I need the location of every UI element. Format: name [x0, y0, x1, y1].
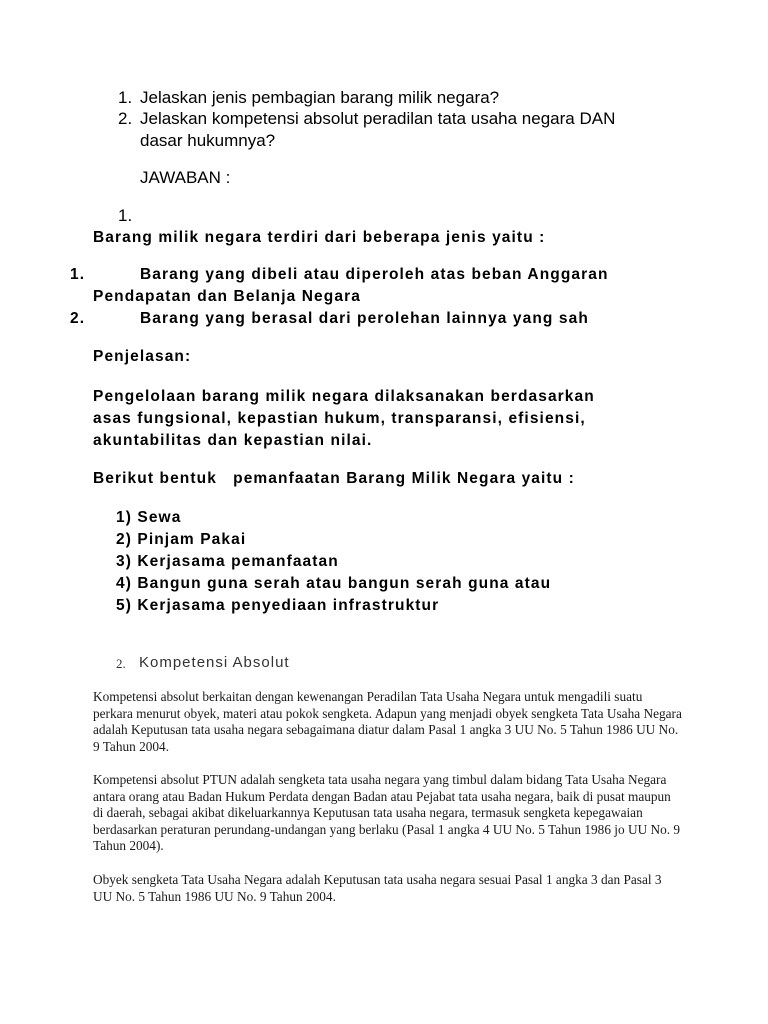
- bentuk-item-2: 2) Pinjam Pakai: [116, 531, 247, 548]
- question-2-continued: [118, 130, 678, 152]
- question-1-text: Jelaskan jenis pembagian barang milik negara?: [140, 88, 500, 107]
- question-1-number: 1.: [118, 88, 133, 107]
- bentuk-intro: Berikut bentuk pemanfaatan Barang Milik Negara yaitu :: [93, 470, 575, 487]
- section-2-number: 2.: [116, 656, 126, 671]
- question-2-text: Jelaskan kompetensi absolut peradilan tata usaha negara DAN: [140, 109, 616, 128]
- question-2: [118, 108, 678, 130]
- question-2-number: 2.: [118, 109, 133, 128]
- question-2-text-cont: dasar hukumnya?: [140, 131, 276, 150]
- paragraph-3: Obyek sengketa Tata Usaha Negara adalah Keputusan tata usaha negara sesuai Pasal 1 angka 3 dan Pasal 3 UU No. 5 Tahun 1986 UU No. 9 Tahun 2004.: [93, 872, 662, 904]
- bentuk-item-5: 5) Kerjasama penyediaan infrastruktur: [116, 597, 440, 614]
- type-2-text: Barang yang berasal dari perolehan lainnya yang sah: [140, 310, 589, 327]
- penjelasan-line-2: asas fungsional, kepastian hukum, transparansi, efisiensi,: [93, 410, 586, 427]
- answer-label: JAWABAN :: [140, 168, 231, 187]
- type-1-number: 1.: [70, 266, 86, 283]
- penjelasan-label: Penjelasan:: [93, 348, 192, 365]
- penjelasan-line-1: Pengelolaan barang milik negara dilaksanakan berdasarkan: [93, 388, 595, 405]
- type-1-text-cont: Pendapatan dan Belanja Negara: [93, 288, 361, 305]
- type-1-text: Barang yang dibeli atau diperoleh atas beban Anggaran: [140, 266, 609, 283]
- question-1: [118, 87, 678, 109]
- types-intro: Barang milik negara terdiri dari beberapa jenis yaitu :: [93, 229, 546, 246]
- section-2-title: Kompetensi Absolut: [139, 654, 290, 671]
- bentuk-item-3: 3) Kerjasama pemanfaatan: [116, 553, 339, 570]
- answer-1-number: 1.: [118, 206, 133, 225]
- bentuk-item-4: 4) Bangun guna serah atau bangun serah guna atau: [116, 575, 552, 592]
- paragraph-1: Kompetensi absolut berkaitan dengan kewenangan Peradilan Tata Usaha Negara untuk mengadili suatu perkara menurut obyek, materi atau pokok sengketa. Adapun yang menjadi obyek sengketa Tata Usaha Negara adalah Keputusan tata usaha negara sebagaimana diatur dalam Pasal 1 angka 3 UU No. 5 Tahun 1986 UU No. 9 Tahun 2004.: [93, 689, 682, 754]
- type-2-number: 2.: [70, 310, 86, 327]
- penjelasan-line-3: akuntabilitas dan kepastian nilai.: [93, 432, 373, 449]
- bentuk-item-1: 1) Sewa: [116, 509, 182, 526]
- paragraph-2: Kompetensi absolut PTUN adalah sengketa tata usaha negara yang timbul dalam bidang Tata Usaha Negara antara orang atau Badan Hukum Perdata dengan Badan atau Pejabat tata usaha negara, baik di pusat maupun di daerah, sebagai akibat dikeluarkannya Keputusan tata usaha negara, termasuk sengketa kepegawaian berdasarkan peraturan perundang-undangan yang berlaku (Pasal 1 angka 4 UU No. 5 Tahun 1986 jo UU No. 9 Tahun 2004).: [93, 772, 681, 853]
